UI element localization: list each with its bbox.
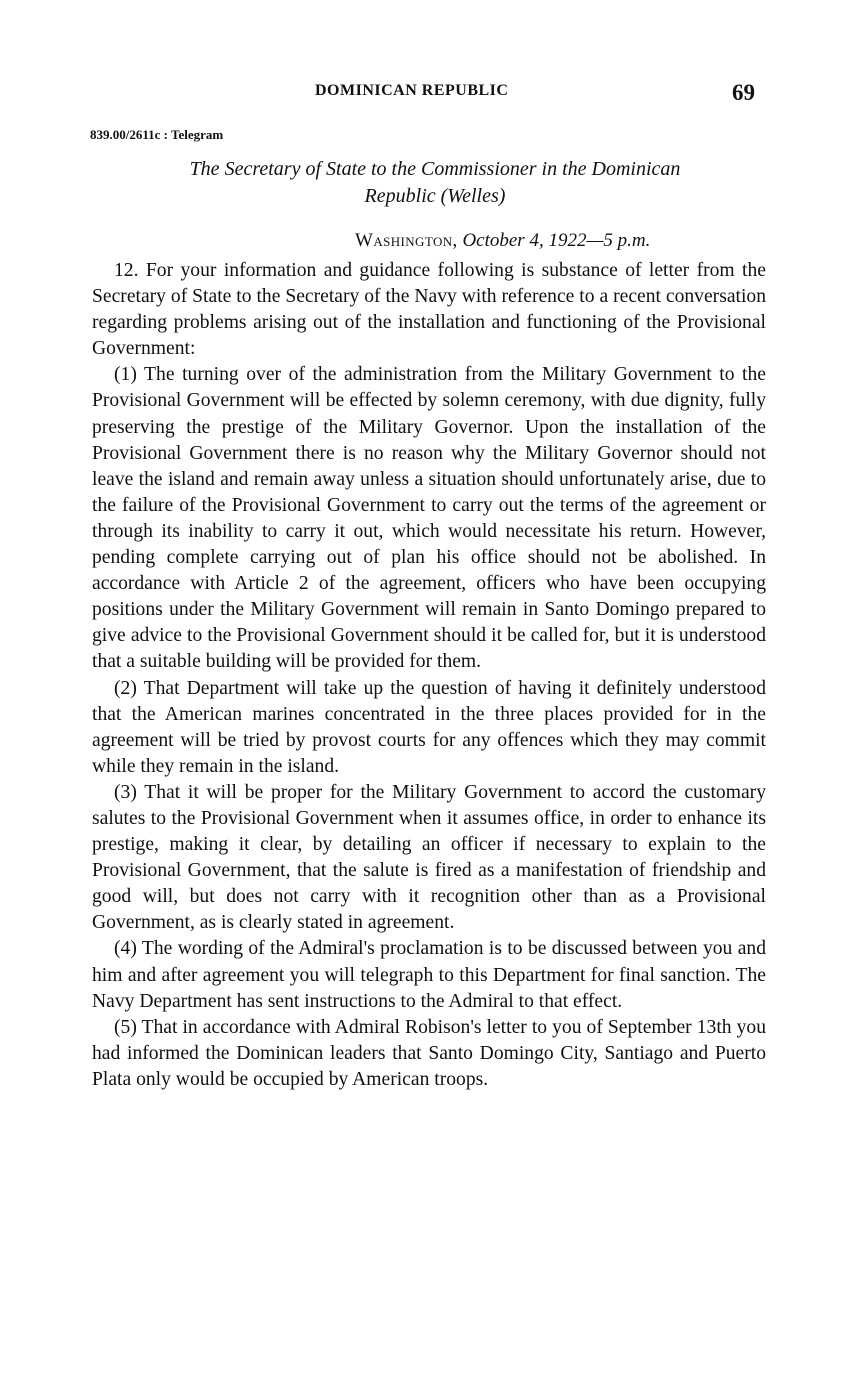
title-addressee-name: Welles (447, 185, 499, 207)
page-number: 69 (732, 80, 755, 105)
paragraph-5: (5) That in accordance with Admiral Robison's letter to you of September 13th you had informed the Dominican leaders that Santo Domingo City, Santiago and Puerto Plata only would be occupied by American troops. (92, 1016, 766, 1090)
paragraph-4: (4) The wording of the Admiral's proclamation is to be discussed between you and him and after agreement you will telegraph to this Department for final sanction. The Navy Department has sent instructions to the Admiral to that effect. (92, 938, 766, 1012)
telegram-body (92, 258, 766, 1093)
file-reference: 839.00/2611c : Telegram (90, 127, 224, 142)
title-line-2-part1: Republic ( (364, 185, 448, 207)
paragraph-1: (1) The turning over of the administration from the Military Government to the Provisional Government will be effected by solemn ceremony, with due dignity, fully preserving the prestige of the Military Governor. Upon the installation of the Provisional Government there is no reason why the Military Governor should not leave the island and remain away unless a situation should unfortunately arise, due to the failure of the Provisional Government to carry out the terms of the agreement or through its inability to carry it out, which would necessitate his return. However, pending complete carrying out of plan his office should not be abolished. In accordance with Article 2 of the agreement, officers who have been occupying positions under the Military Government will remain in Santo Domingo prepared to give advice to the Provisional Government should it be called for, but it is understood that a suitable building will be provided for them. (92, 364, 766, 673)
document-title (95, 156, 775, 210)
title-line-1: The Secretary of State to the Commissioner in the Dominican (189, 158, 681, 180)
dateline (355, 230, 650, 252)
title-line-2-part2: ) (498, 185, 506, 207)
dateline-place: Washington, (355, 230, 458, 251)
title-line-2 (95, 183, 775, 210)
running-title: DOMINICAN REPUBLIC (315, 82, 509, 99)
dateline-date: October 4, 1922—5 p.m. (462, 230, 651, 251)
paragraph-intro: 12. For your information and guidance following is substance of letter from the Secretary of State to the Secretary of the Navy with reference to a recent conversation regarding problems arising out of the installation and functioning of the Provisional Government: (92, 260, 766, 360)
paragraph-2: (2) That Department will take up the question of having it definitely understood that the American marines concentrated in the three places provided for in the agreement will be tried by provost courts for any offences which they may commit while they remain in the island. (92, 677, 766, 777)
paragraph-3: (3) That it will be proper for the Military Government to accord the customary salutes to the Provisional Government when it assumes office, in order to enhance its prestige, making it clear, by detailing an officer if necessary to explain to the Provisional Government, that the salute is fired as a manifestation of friendship and good will, but does not carry with it recognition other than as a Provisional Government, as is clearly stated in agreement. (92, 781, 766, 934)
